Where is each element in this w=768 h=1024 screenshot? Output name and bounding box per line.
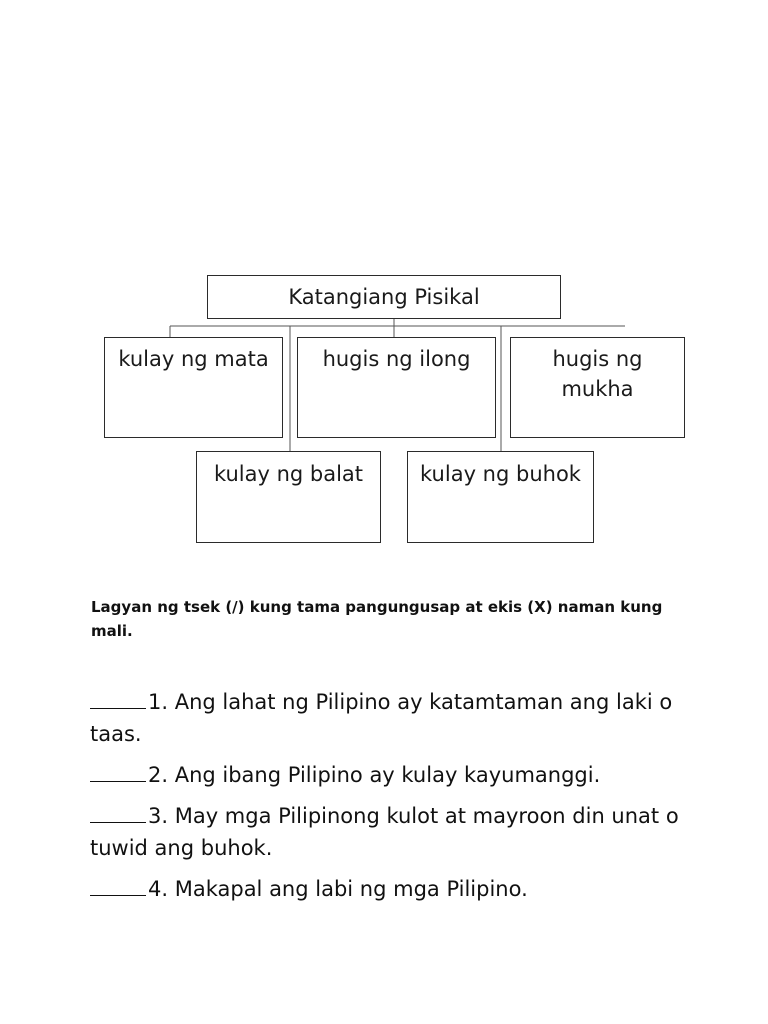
answer-blank[interactable]: [90, 873, 146, 896]
answer-blank[interactable]: [90, 759, 146, 782]
question-text: 2. Ang ibang Pilipino ay kulay kayumanggi.: [148, 763, 601, 787]
question-text: 3. May mga Pilipinong kulot at mayroon din unat o tuwid ang buhok.: [90, 804, 679, 860]
box-kulay-ng-balat: [196, 451, 381, 543]
box-label-line2: mukha: [561, 377, 634, 401]
box-label: hugis ng ilong: [322, 347, 471, 371]
question-text: 1. Ang lahat ng Pilipino ay katamtaman ang laki o taas.: [90, 690, 673, 746]
question-item: [90, 686, 690, 750]
box-label: kulay ng buhok: [420, 462, 581, 486]
question-item: [90, 873, 690, 905]
diagram-title-box: [207, 275, 561, 319]
box-label: kulay ng balat: [213, 462, 364, 486]
box-label: kulay ng mata: [118, 347, 269, 371]
box-hugis-ng-mukha: [510, 337, 685, 438]
question-item: [90, 759, 690, 791]
box-hugis-ng-ilong: [297, 337, 496, 438]
question-item: [90, 800, 690, 864]
answer-blank[interactable]: [90, 686, 146, 709]
box-label-line1: hugis ng: [552, 347, 643, 371]
box-kulay-ng-mata: [104, 337, 283, 438]
question-text: 4. Makapal ang labi ng mga Pilipino.: [148, 877, 528, 901]
instruction-text: Lagyan ng tsek (/) kung tama pangungusap at ekis (X) naman kung mali.: [91, 598, 663, 640]
box-kulay-ng-buhok: [407, 451, 594, 543]
answer-blank[interactable]: [90, 800, 146, 823]
question-list: [90, 686, 690, 914]
diagram-title: Katangiang Pisikal: [288, 285, 480, 309]
